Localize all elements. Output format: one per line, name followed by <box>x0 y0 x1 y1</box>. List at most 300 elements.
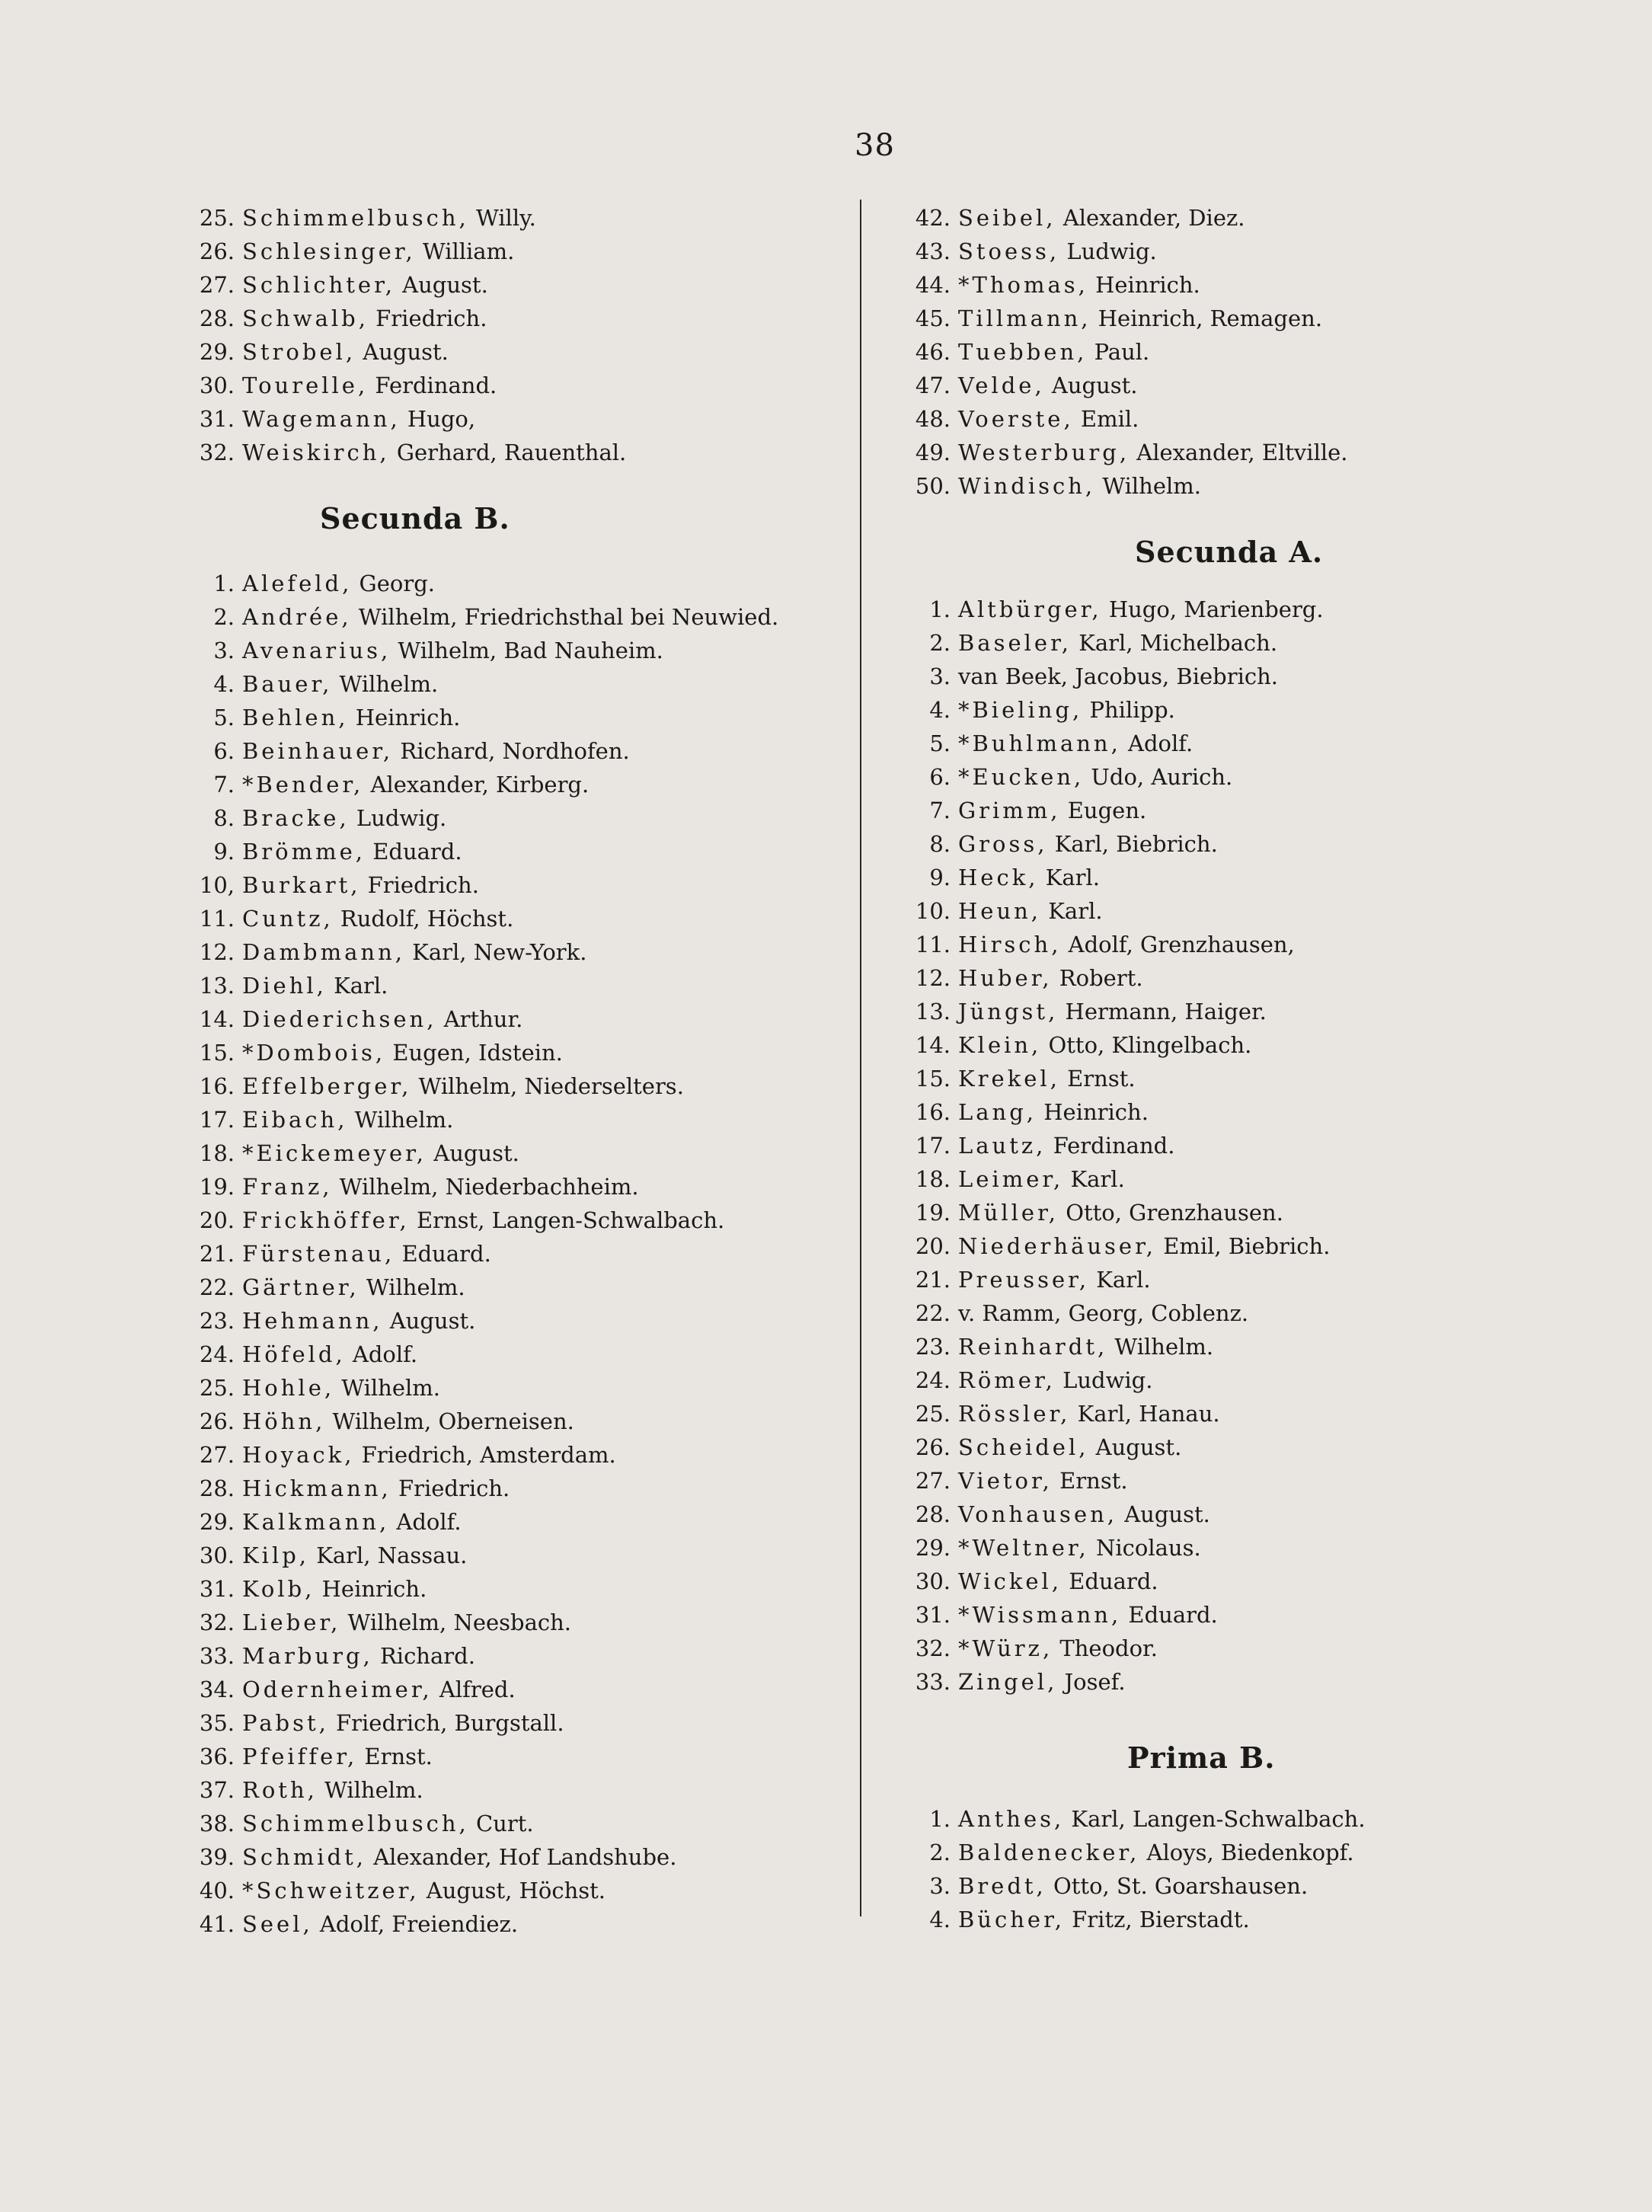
entry-details: Wilhelm. <box>334 1375 440 1401</box>
left-top-list <box>183 201 853 469</box>
list-item <box>183 268 853 302</box>
entry-surname: *Thomas, <box>958 272 1088 298</box>
list-item <box>183 935 853 969</box>
list-item <box>899 794 1569 827</box>
entry-surname: Seibel, <box>958 205 1056 231</box>
entry-details: Eugen, Idstein. <box>385 1040 563 1066</box>
entry-details: Ernst. <box>1059 1066 1136 1092</box>
entry-details: Friedrich, Amsterdam. <box>354 1442 616 1468</box>
entry-number: 10. <box>915 898 951 924</box>
entry-number: 17. <box>199 1107 235 1133</box>
entry-number: 1. <box>213 571 235 596</box>
entry-number: 3. <box>213 638 235 663</box>
entry-surname: Tourelle, <box>242 372 369 398</box>
entry-number: 26. <box>199 238 235 264</box>
entry-surname: Hickmann, <box>242 1475 391 1501</box>
entry-number: 33. <box>199 1643 235 1669</box>
entry-details: Alfred. <box>432 1677 516 1702</box>
list-item <box>899 760 1569 794</box>
list-item <box>899 402 1569 436</box>
entry-number: 13. <box>915 999 951 1024</box>
entry-number: 21. <box>199 1241 235 1267</box>
entry-details: Ludwig. <box>1059 238 1157 264</box>
entry-surname: Diehl, <box>242 973 327 999</box>
entry-surname: Rössler, <box>958 1401 1071 1427</box>
entry-details: van Beek, Jacobus, Biebrich. <box>958 663 1278 689</box>
entry-details: Otto, Grenzhausen. <box>1058 1200 1283 1226</box>
entry-details: v. Ramm, Georg, Coblenz. <box>958 1300 1249 1326</box>
entry-details: Karl. <box>326 973 388 999</box>
entry-surname: Alefeld, <box>242 571 353 596</box>
list-item <box>899 1869 1569 1903</box>
entry-details: Wilhelm, Niederbachheim. <box>332 1174 639 1200</box>
list-item <box>183 1304 853 1338</box>
entry-surname: Wagemann, <box>242 406 401 432</box>
entry-number: 1. <box>929 596 951 622</box>
entry-details: Ernst, Langen-Schwalbach. <box>409 1207 725 1233</box>
entry-number: 5. <box>929 730 951 756</box>
entry-surname: Römer, <box>958 1367 1056 1393</box>
entry-details: Wilhelm. <box>317 1777 423 1803</box>
entry-surname: Bauer, <box>242 671 333 697</box>
entry-number: 20. <box>915 1233 951 1259</box>
column-divider <box>860 200 861 1916</box>
entry-number: 36. <box>199 1744 235 1769</box>
entry-surname: Lang, <box>958 1099 1037 1125</box>
entry-number: 13. <box>199 973 235 999</box>
list-item <box>899 1296 1569 1330</box>
entry-number: 44. <box>915 272 951 298</box>
entry-details: Heinrich. <box>348 705 461 730</box>
list-item <box>183 701 853 734</box>
entry-details: Nicolaus. <box>1088 1535 1201 1561</box>
entry-surname: Bücher, <box>958 1907 1065 1932</box>
entry-details: Emil. <box>1073 406 1139 432</box>
list-item <box>899 593 1569 626</box>
entry-number: 41. <box>199 1911 235 1937</box>
entry-details: Wilhelm, Friedrichsthal bei Neuwied. <box>351 604 779 630</box>
list-item <box>899 1129 1569 1162</box>
entry-details: Hugo, Marienberg. <box>1101 596 1324 622</box>
entry-surname: Burkart, <box>242 872 361 898</box>
list-item <box>899 235 1569 268</box>
entry-number: 12. <box>915 965 951 991</box>
entry-surname: Strobel, <box>242 339 356 365</box>
entry-surname: Westerburg, <box>958 440 1130 465</box>
list-item <box>183 1203 853 1237</box>
entry-number: 27. <box>199 272 235 298</box>
entry-number: 28. <box>199 305 235 331</box>
entry-details: Friedrich, Burgstall. <box>328 1710 564 1736</box>
entry-number: 4. <box>929 1907 951 1932</box>
entry-surname: *Buhlmann, <box>958 730 1121 756</box>
entry-number: 6. <box>213 738 235 764</box>
entry-number: 27. <box>915 1468 951 1494</box>
entry-surname: Kilp, <box>242 1542 309 1568</box>
entry-number: 5. <box>213 705 235 730</box>
list-item <box>183 335 853 369</box>
list-item <box>899 1632 1569 1665</box>
entry-number: 50. <box>915 473 951 499</box>
entry-details: Theodor. <box>1053 1635 1158 1661</box>
entry-number: 25. <box>199 205 235 231</box>
section-heading-secunda-b: Secunda B. <box>320 501 510 535</box>
entry-surname: Vietor, <box>958 1468 1053 1494</box>
entry-number: 46. <box>915 339 951 365</box>
entry-details: Richard. <box>372 1643 475 1669</box>
entry-surname: Tillmann, <box>958 305 1091 331</box>
prima-b-list <box>899 1802 1569 1936</box>
entry-details: Gerhard, Rauenthal. <box>389 440 627 465</box>
list-item <box>899 201 1569 235</box>
entry-number: 28. <box>915 1501 951 1527</box>
entry-details: Ernst. <box>1052 1468 1128 1494</box>
entry-surname: Franz, <box>242 1174 333 1200</box>
list-item <box>183 1438 853 1472</box>
entry-surname: Beinhauer, <box>242 738 394 764</box>
list-item <box>183 1740 853 1773</box>
list-item <box>183 667 853 701</box>
entry-number: 15. <box>199 1040 235 1066</box>
entry-number: 14. <box>915 1032 951 1058</box>
entry-details: Friedrich. <box>391 1475 510 1501</box>
entry-details: Karl. <box>1089 1267 1151 1293</box>
list-item <box>899 436 1569 469</box>
list-item <box>899 1229 1569 1263</box>
entry-surname: Reinhardt, <box>958 1334 1108 1360</box>
entry-details: August, Höchst. <box>419 1878 606 1904</box>
entry-number: 7. <box>929 798 951 823</box>
entry-number: 31. <box>915 1602 951 1628</box>
entry-details: Arthur. <box>436 1006 523 1032</box>
list-item <box>899 469 1569 503</box>
entry-number: 8. <box>213 805 235 831</box>
entry-details: Karl, Langen-Schwalbach. <box>1064 1806 1366 1832</box>
secunda-b-list <box>183 567 853 1941</box>
entry-surname: Roth, <box>242 1777 318 1803</box>
entry-surname: *Dombois, <box>242 1040 386 1066</box>
entry-number: 25. <box>199 1375 235 1401</box>
list-item <box>899 1397 1569 1430</box>
entry-surname: Cuntz, <box>242 906 334 932</box>
entry-number: 14. <box>199 1006 235 1032</box>
entry-number: 21. <box>915 1267 951 1293</box>
entry-surname: Behlen, <box>242 705 349 730</box>
list-item <box>183 734 853 768</box>
list-item <box>899 302 1569 335</box>
entry-details: August. <box>395 272 488 298</box>
entry-surname: Huber, <box>958 965 1053 991</box>
entry-details: Alexander, Diez. <box>1056 205 1245 231</box>
list-item <box>183 1472 853 1505</box>
entry-surname: Andrée, <box>242 604 352 630</box>
list-item <box>183 600 853 634</box>
list-item <box>183 1907 853 1941</box>
entry-details: Otto, Klingelbach. <box>1041 1032 1252 1058</box>
entry-number: 2. <box>929 630 951 656</box>
entry-number: 9. <box>929 865 951 890</box>
list-item <box>183 201 853 235</box>
entry-number: 4. <box>929 697 951 723</box>
entry-details: Heinrich, Remagen. <box>1091 305 1323 331</box>
entry-number: 17. <box>915 1133 951 1159</box>
entry-details: Wilhelm, Niederselters. <box>411 1073 684 1099</box>
entry-number: 8. <box>929 831 951 857</box>
entry-details: Wilhelm, Bad Nauheim. <box>391 638 663 663</box>
entry-surname: Kalkmann, <box>242 1509 390 1535</box>
entry-number: 22. <box>199 1274 235 1300</box>
entry-number: 22. <box>915 1300 951 1326</box>
entry-surname: Seel, <box>242 1911 313 1937</box>
entry-details: August. <box>1117 1501 1210 1527</box>
entry-number: 7. <box>213 772 235 798</box>
list-item <box>183 1673 853 1706</box>
entry-details: Adolf, Freiendiez. <box>312 1911 519 1937</box>
entry-surname: Pfeiffer, <box>242 1744 358 1769</box>
list-item <box>183 369 853 402</box>
entry-number: 38. <box>199 1811 235 1836</box>
list-item <box>183 1136 853 1170</box>
entry-details: Curt. <box>468 1811 534 1836</box>
entry-details: Wilhelm. <box>332 671 439 697</box>
entry-number: 35. <box>199 1710 235 1736</box>
page-number: 38 <box>855 128 895 163</box>
list-item <box>183 1271 853 1304</box>
entry-number: 18. <box>199 1140 235 1166</box>
entry-details: Georg. <box>352 571 435 596</box>
entry-details: Alexander, Kirberg. <box>363 772 590 798</box>
section-heading-secunda-a: Secunda A. <box>1135 535 1324 569</box>
entry-details: Udo, Aurich. <box>1084 764 1233 790</box>
list-item <box>183 868 853 902</box>
list-item <box>899 693 1569 727</box>
entry-details: Hugo, <box>400 406 476 432</box>
entry-details: William. <box>415 238 515 264</box>
entry-number: 16. <box>199 1073 235 1099</box>
list-item <box>899 995 1569 1028</box>
entry-surname: Stoess, <box>958 238 1060 264</box>
entry-number: 11. <box>199 906 235 932</box>
entry-details: Adolf. <box>345 1341 418 1367</box>
list-item <box>183 1706 853 1740</box>
entry-surname: Dambmann, <box>242 939 405 965</box>
list-item <box>899 894 1569 928</box>
list-item <box>899 1363 1569 1397</box>
list-item <box>899 335 1569 369</box>
entry-details: Alexander, Eltville. <box>1130 440 1348 465</box>
entry-details: Friedrich. <box>368 305 487 331</box>
entry-number: 40. <box>199 1878 235 1904</box>
entry-details: Wilhelm, Oberneisen. <box>325 1408 574 1434</box>
entry-surname: Fürstenau, <box>242 1241 395 1267</box>
list-item <box>899 861 1569 894</box>
entry-details: Otto, St. Goarshausen. <box>1046 1873 1308 1899</box>
list-item <box>899 268 1569 302</box>
entry-surname: Klein, <box>958 1032 1042 1058</box>
list-item <box>183 436 853 469</box>
entry-surname: Wickel, <box>958 1568 1062 1594</box>
list-item <box>183 1237 853 1271</box>
entry-details: Karl. <box>1041 898 1103 924</box>
entry-number: 32. <box>199 1609 235 1635</box>
entry-surname: Müller, <box>958 1200 1059 1226</box>
entry-number: 33. <box>915 1669 951 1695</box>
entry-surname: Hehmann, <box>242 1308 383 1334</box>
list-item <box>899 369 1569 402</box>
entry-details: August. <box>1088 1434 1182 1460</box>
entry-surname: Velde, <box>958 372 1045 398</box>
list-item <box>899 827 1569 861</box>
entry-number: 32. <box>199 440 235 465</box>
entry-surname: Schlesinger, <box>242 238 416 264</box>
entry-details: Philipp. <box>1082 697 1175 723</box>
entry-number: 49. <box>915 440 951 465</box>
entry-surname: Baldenecker, <box>958 1840 1140 1865</box>
entry-number: 48. <box>915 406 951 432</box>
list-item <box>183 1606 853 1639</box>
list-item <box>183 1069 853 1103</box>
entry-number: 31. <box>199 1576 235 1602</box>
entry-surname: Vonhausen, <box>958 1501 1118 1527</box>
entry-surname: Leimer, <box>958 1166 1064 1192</box>
list-item <box>183 634 853 667</box>
entry-surname: Heck, <box>958 865 1039 890</box>
entry-details: Alexander, Hof Landshube. <box>366 1844 677 1870</box>
entry-details: Hermann, Haiger. <box>1058 999 1267 1024</box>
list-item <box>183 1405 853 1438</box>
entry-details: Wilhelm, Neesbach. <box>340 1609 572 1635</box>
entry-surname: Schmidt, <box>242 1844 366 1870</box>
list-item <box>183 302 853 335</box>
list-item <box>899 727 1569 760</box>
entry-details: Adolf. <box>389 1509 462 1535</box>
entry-details: August. <box>356 339 449 365</box>
entry-surname: *Weltner, <box>958 1535 1089 1561</box>
entry-surname: Eibach, <box>242 1107 348 1133</box>
entry-details: Eugen. <box>1060 798 1147 823</box>
entry-number: 32. <box>915 1635 951 1661</box>
entry-surname: Hirsch, <box>958 932 1062 957</box>
list-item <box>899 1028 1569 1062</box>
entry-details: Karl, Biebrich. <box>1047 831 1218 857</box>
entry-details: Karl, Hanau. <box>1070 1401 1220 1427</box>
entry-number: 43. <box>915 238 951 264</box>
entry-number: 4. <box>213 671 235 697</box>
list-item <box>899 1196 1569 1229</box>
entry-surname: Krekel, <box>958 1066 1060 1092</box>
entry-details: Eduard. <box>366 839 462 865</box>
entry-surname: Grimm, <box>958 798 1061 823</box>
entry-surname: Hohle, <box>242 1375 335 1401</box>
list-item <box>183 1572 853 1606</box>
list-item <box>899 1598 1569 1632</box>
entry-number: 2. <box>213 604 235 630</box>
entry-details: Wilhelm. <box>359 1274 465 1300</box>
entry-surname: Voerste, <box>958 406 1074 432</box>
list-item <box>183 402 853 436</box>
entry-surname: Windisch, <box>958 473 1096 499</box>
entry-details: Richard, Nordhofen. <box>393 738 630 764</box>
entry-surname: *Würz, <box>958 1635 1053 1661</box>
entry-number: 30. <box>199 372 235 398</box>
entry-number: 24. <box>915 1367 951 1393</box>
entry-surname: Schlichter, <box>242 272 395 298</box>
entry-surname: Diederichsen, <box>242 1006 437 1032</box>
entry-details: Karl. <box>1063 1166 1125 1192</box>
entry-number: 42. <box>915 205 951 231</box>
list-item <box>183 1807 853 1840</box>
entry-surname: *Wissmann, <box>958 1602 1122 1628</box>
entry-details: Wilhelm. <box>1107 1334 1214 1360</box>
entry-surname: Baseler, <box>958 630 1072 656</box>
entry-details: Fritz, Bierstadt. <box>1064 1907 1250 1932</box>
entry-surname: Zingel, <box>958 1669 1058 1695</box>
entry-surname: Preusser, <box>958 1267 1090 1293</box>
list-item <box>899 1531 1569 1565</box>
entry-number: 19. <box>915 1200 951 1226</box>
list-item <box>899 1263 1569 1296</box>
entry-number: 25. <box>915 1401 951 1427</box>
list-item <box>899 1802 1569 1836</box>
list-item <box>183 1773 853 1807</box>
list-item <box>183 801 853 835</box>
list-item <box>899 1162 1569 1196</box>
list-item <box>899 1095 1569 1129</box>
entry-details: Ferdinand. <box>368 372 497 398</box>
entry-number: 3. <box>929 663 951 689</box>
list-item <box>899 961 1569 995</box>
entry-number: 26. <box>915 1434 951 1460</box>
entry-details: Ernst. <box>357 1744 433 1769</box>
list-item <box>183 1002 853 1036</box>
list-item <box>183 1539 853 1572</box>
list-item <box>899 928 1569 961</box>
list-item <box>183 1036 853 1069</box>
entry-surname: Höfeld, <box>242 1341 346 1367</box>
entry-surname: Anthes, <box>958 1806 1065 1832</box>
entry-details: Karl, Nassau. <box>309 1542 468 1568</box>
entry-details: Adolf, Grenzhausen, <box>1061 932 1295 957</box>
section-heading-prima-b: Prima B. <box>1127 1741 1276 1775</box>
right-top-list <box>899 201 1569 503</box>
list-item <box>899 660 1569 693</box>
entry-details: Ferdinand. <box>1046 1133 1175 1159</box>
entry-surname: Odernheimer, <box>242 1677 433 1702</box>
entry-surname: Bracke, <box>242 805 350 831</box>
entry-surname: *Eickemeyer, <box>242 1140 427 1166</box>
entry-surname: *Schweitzer, <box>242 1878 420 1904</box>
entry-details: Friedrich. <box>360 872 479 898</box>
entry-details: Eduard. <box>1121 1602 1218 1628</box>
right-column <box>899 201 1569 1936</box>
entry-details: Willy. <box>468 205 536 231</box>
entry-number: 47. <box>915 372 951 398</box>
entry-surname: Scheidel, <box>958 1434 1089 1460</box>
entry-surname: Gärtner, <box>242 1274 359 1300</box>
entry-details: Karl. <box>1038 865 1101 890</box>
entry-details: Robert. <box>1052 965 1143 991</box>
entry-surname: Hoyack, <box>242 1442 355 1468</box>
entry-surname: Jüngst, <box>958 999 1059 1024</box>
entry-number: 10, <box>199 872 235 898</box>
entry-surname: Effelberger, <box>242 1073 412 1099</box>
entry-surname: Lieber, <box>242 1609 341 1635</box>
entry-number: 30. <box>199 1542 235 1568</box>
entry-surname: Schwalb, <box>242 305 369 331</box>
list-item <box>899 1330 1569 1363</box>
entry-number: 30. <box>915 1568 951 1594</box>
entry-surname: Lautz, <box>958 1133 1046 1159</box>
